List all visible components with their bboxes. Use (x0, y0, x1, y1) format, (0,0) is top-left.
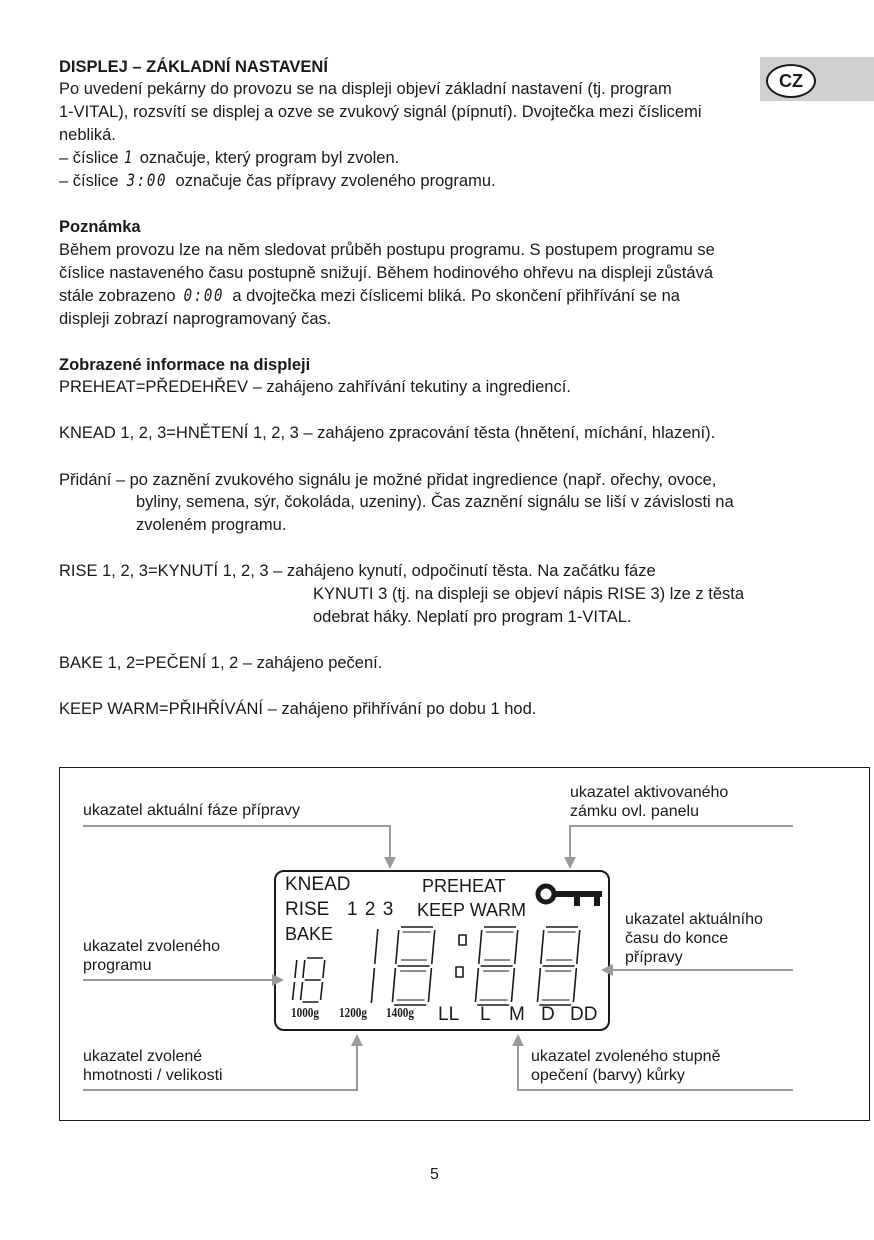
section2-heading: Poznámka (59, 218, 141, 236)
caption-program: programu (83, 957, 152, 974)
info-rise: RISE 1, 2, 3=KYNUTÍ 1, 2, 3 – zahájeno kynutí, odpočinutí těsta. Na začátku fáze (59, 562, 656, 580)
lcd-weight-1200: 1200g (339, 1006, 367, 1021)
info-bake: BAKE 1, 2=PEČENÍ 1, 2 – zahájeno pečení. (59, 654, 383, 672)
info-rise: KYNUTI 3 (tj. na displeji se objeví nápis RISE 3) lze z těsta (313, 585, 745, 603)
arrow-crust (518, 1045, 793, 1090)
lcd-colon-bottom (456, 967, 463, 977)
lcd-minute-tens-digit (475, 927, 518, 1005)
arrowhead-lock (564, 857, 576, 869)
caption-time: času do konce (625, 930, 729, 947)
info-add: byliny, semena, sýr, čokoláda, uzeniny). Čas zaznění signálu se liší v závislosti na (136, 493, 734, 511)
lcd-preheat: PREHEAT (422, 876, 506, 896)
info-keepwarm: KEEP WARM=PŘIHŘÍVÁNÍ – zahájeno přihřívání po dobu 1 hod. (59, 700, 537, 718)
lcd-minute-units-digit (537, 927, 580, 1005)
info-preheat: PREHEAT=PŘEDEHŘEV – zahájeno zahřívání tekutiny a ingrediencí. (59, 378, 571, 396)
lcd-crust-l: L (480, 1004, 491, 1025)
section1-item-program: – číslice 1 označuje, který program byl zvolen. (59, 148, 400, 167)
section1-line: 1-VITAL), rozsvítí se displej a ozve se zvukový signál (pípnutí). Dvojtečka mezi číslicemi (59, 103, 702, 121)
arrow-weight (83, 1045, 357, 1090)
caption-lock: ukazatel aktivovaného (570, 784, 729, 801)
lcd-weight-1000: 1000g (291, 1006, 319, 1021)
segment-digit: 1 (124, 148, 135, 167)
caption-weight: hmotnosti / velikosti (83, 1067, 223, 1084)
lcd-rise: RISE (285, 899, 330, 920)
caption-time: ukazatel aktuálního (625, 911, 763, 928)
lcd-crust-ll: LL (438, 1004, 460, 1025)
key-icon (538, 886, 602, 906)
caption-crust: ukazatel zvoleného stupně (531, 1048, 721, 1065)
section1-line: Po uvedení pekárny do provozu se na displeji objeví základní nastavení (tj. program (59, 80, 672, 98)
caption-phase: ukazatel aktuální fáze přípravy (83, 802, 301, 819)
section2-line: Během provozu lze na něm sledovat průběh postupu programu. S postupem programu se (59, 241, 715, 259)
section2-line: displeji zobrazí naprogramovaný čas. (59, 310, 332, 328)
lcd-knead: KNEAD (285, 874, 351, 895)
lcd-hour-units-digit (392, 927, 435, 1005)
info-knead: KNEAD 1, 2, 3=HNĚTENÍ 1, 2, 3 – zahájeno zpracování těsta (hnětení, míchání, hlazení). (59, 424, 716, 442)
section1-item-time: – číslice 3:00 označuje čas přípravy zvoleného programu. (59, 171, 496, 190)
section1-line: nebliká. (59, 126, 116, 144)
lcd-rise-numbers: 1 2 3 (347, 899, 394, 920)
segment-digit: 3:00 (126, 171, 168, 190)
segment-digit: 0:00 (183, 286, 225, 305)
lcd-bake: BAKE (285, 924, 334, 944)
info-rise: odebrat háky. Neplatí pro program 1-VITAL. (313, 608, 632, 626)
lcd-crust-m: M (509, 1004, 525, 1025)
arrowhead-time (601, 964, 613, 976)
arrowhead-phase (384, 857, 396, 869)
info-add: zvoleném programu. (136, 516, 287, 534)
section2-line: číslice nastaveného času postupně snižují. Během hodinového ohřevu na displeji zůstává (59, 264, 713, 282)
lcd-weight-1400: 1400g (386, 1006, 414, 1021)
arrow-lock (570, 826, 793, 858)
arrowhead-program (272, 974, 284, 986)
section2-line: stále zobrazeno 0:00 a dvojtečka mezi číslicemi bliká. Po skončení přihřívání se na (59, 286, 680, 305)
arrow-phase (83, 826, 390, 858)
lcd-program-digits (292, 958, 325, 1002)
caption-lock: zámku ovl. panelu (570, 803, 699, 820)
lcd-colon-top (459, 935, 466, 945)
section3-heading: Zobrazené informace na displeji (59, 356, 311, 374)
lcd-crust-d: D (541, 1004, 555, 1025)
lcd-hour-tens-digit (371, 929, 377, 1003)
caption-time: přípravy (625, 949, 683, 966)
caption-weight: ukazatel zvolené (83, 1048, 203, 1065)
caption-crust: opečení (barvy) kůrky (531, 1067, 685, 1084)
arrowhead-crust (512, 1034, 524, 1046)
info-add: Přidání – po zaznění zvukového signálu je možné přidat ingredience (např. ořechy, ovoce, (59, 471, 717, 489)
caption-program: ukazatel zvoleného (83, 938, 220, 955)
lcd-keepwarm: KEEP WARM (417, 900, 527, 920)
language-badge: CZ (766, 64, 816, 98)
page-number: 5 (430, 1166, 439, 1183)
arrowhead-weight (351, 1034, 363, 1046)
lcd-crust-dd: DD (570, 1004, 598, 1025)
section1-heading: DISPLEJ – ZÁKLADNÍ NASTAVENÍ (59, 58, 328, 76)
